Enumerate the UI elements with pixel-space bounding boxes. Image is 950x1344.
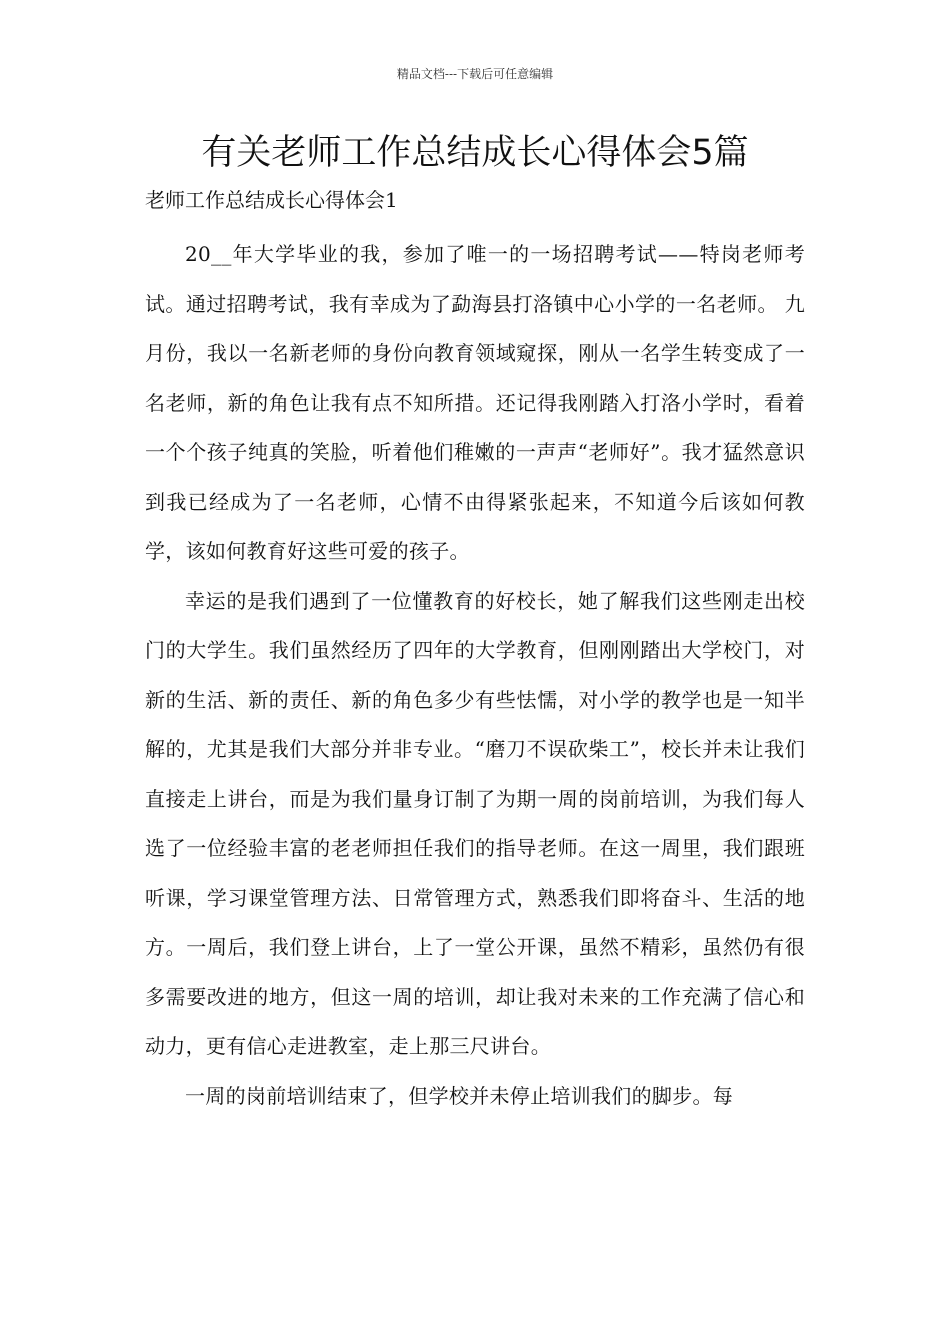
page-header: 精品文档---下载后可任意编辑	[396, 67, 554, 81]
paragraph-1: 20__年大学毕业的我，参加了唯一的一场招聘考试——特岗老师考试。通过招聘考试，我有幸成为了勐海县打洛镇中心小学的一名老师。 九月份，我以一名新老师的身份向教育领域窥探，刚从一名学生转变成了一名老师，新的角色让我有点不知所措。还记得我刚踏入打洛小学时，看着一个个孩子纯真的笑脸，听着他们稚嫩的一声声“老师好”。我才猛然意识到我已经成为了一名老师，心情不由得紧张起来，不知道今后该如何教学，该如何教育好这些可爱的孩子。	[145, 242, 805, 563]
document-body	[145, 230, 805, 1121]
document-title: 有关老师工作总结成长心得体会5篇	[201, 133, 749, 173]
paragraph-2: 幸运的是我们遇到了一位懂教育的好校长，她了解我们这些刚走出校门的大学生。我们虽然经历了四年的大学教育，但刚刚踏出大学校门，对新的生活、新的责任、新的角色多少有些怯懦，对小学的教学也是一知半解的，尤其是我们大部分并非专业。“磨刀不误砍柴工”，校长并未让我们直接走上讲台，而是为我们量身订制了为期一周的岗前培训，为我们每人选了一位经验丰富的老老师担任我们的指导老师。在这一周里，我们跟班听课，学习课堂管理方法、日常管理方式，熟悉我们即将奋斗、生活的地方。一周后，我们登上讲台，上了一堂公开课，虽然不精彩，虽然仍有很多需要改进的地方，但这一周的培训，却让我对未来的工作充满了信心和动力，更有信心走进教室，走上那三尺讲台。	[145, 588, 805, 1058]
section-heading: 老师工作总结成长心得体会1	[145, 188, 398, 212]
paragraph-3: 一周的岗前培训结束了，但学校并未停止培训我们的脚步。每	[185, 1083, 734, 1108]
